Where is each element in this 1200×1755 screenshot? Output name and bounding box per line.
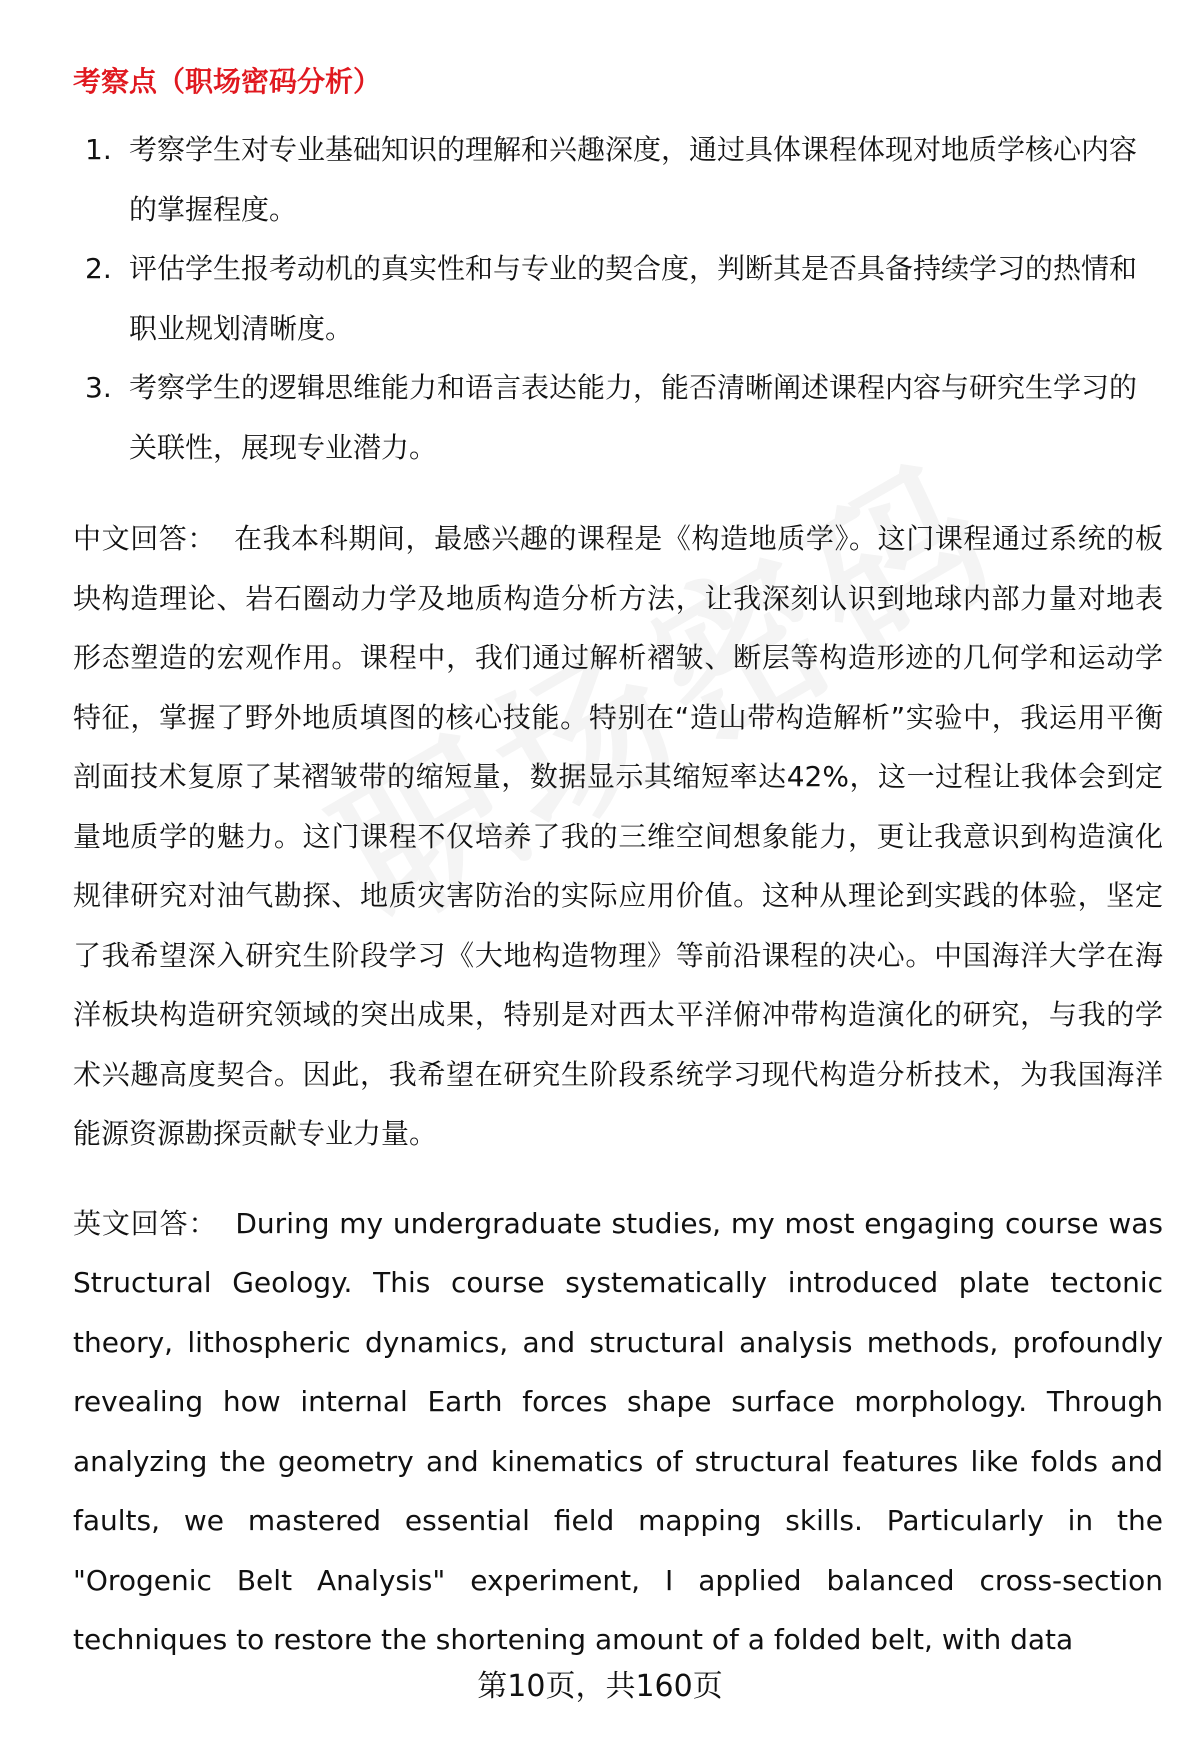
chinese-answer-text: 在我本科期间，最感兴趣的课程是《构造地质学》。这门课程通过系统的板块构造理论、岩石圈动力学及地质构造分析方法，让我深刻认识到地球内部力量对地表形态塑造的宏观作用。课程中，我们通过解析褶皱、断层等构造形迹的几何学和运动学特征，掌握了野外地质填图的核心技能。特别在“造山带构造解析”实验中，我运用平衡剖面技术复原了某褶皱带的缩短量，数据显示其缩短率达42%，这一过程让我体会到定量地质学的魅力。这门课程不仅培养了我的三维空间想象能力，更让我意识到构造演化规律研究对油气勘探、地质灾害防治的实际应用价值。这种从理论到实践的体验，坚定了我希望深入研究生阶段学习《大地构造物理》等前沿课程的决心。中国海洋大学在海洋板块构造研究领域的突出成果，特别是对西太平洋俯冲带构造演化的研究，与我的学术兴趣高度契合。因此，我希望在研究生阶段系统学习现代构造分析技术，为我国海洋能源资源勘探贡献专业力量。 bbox=[73, 522, 1163, 1150]
list-number: 3. bbox=[85, 371, 112, 404]
chinese-answer-paragraph bbox=[73, 509, 1163, 1164]
list-number: 1. bbox=[85, 133, 112, 166]
list-item bbox=[73, 358, 1163, 477]
section-title: 考察点（职场密码分析） bbox=[73, 65, 382, 98]
list-item bbox=[73, 120, 1163, 239]
assessment-points-list bbox=[73, 120, 1163, 477]
list-item-text: 考察学生的逻辑思维能力和语言表达能力，能否清晰阐述课程内容与研究生学习的关联性，展现专业潜力。 bbox=[129, 371, 1138, 464]
english-answer-paragraph bbox=[73, 1194, 1163, 1670]
english-answer-label: 英文回答： bbox=[73, 1206, 218, 1240]
list-number: 2. bbox=[85, 252, 112, 285]
list-item-text: 考察学生对专业基础知识的理解和兴趣深度，通过具体课程体现对地质学核心内容的掌握程度。 bbox=[129, 133, 1138, 226]
list-item bbox=[73, 239, 1163, 358]
english-answer-text: During my undergraduate studies, my most engaging course was Structural Geology. This course systematically introduced plate tectonic theory, lithospheric dynamics, and structural analysis methods, profoundly revealing how internal Earth forces shape surface morphology. Through analyzing the geometry and kinematics of structural features like folds and faults, we mastered essential field mapping skills. Particularly in the "Orogenic Belt Analysis" experiment, I applied balanced cross-section techniques to restore the shortening amount of a folded belt, with data bbox=[73, 1206, 1163, 1656]
page-footer: 第10页，共160页 bbox=[477, 1669, 723, 1704]
chinese-answer-label: 中文回答： bbox=[73, 522, 216, 555]
list-item-text: 评估学生报考动机的真实性和与专业的契合度，判断其是否具备持续学习的热情和职业规划清晰度。 bbox=[129, 252, 1138, 345]
document-page bbox=[73, 58, 1163, 1670]
